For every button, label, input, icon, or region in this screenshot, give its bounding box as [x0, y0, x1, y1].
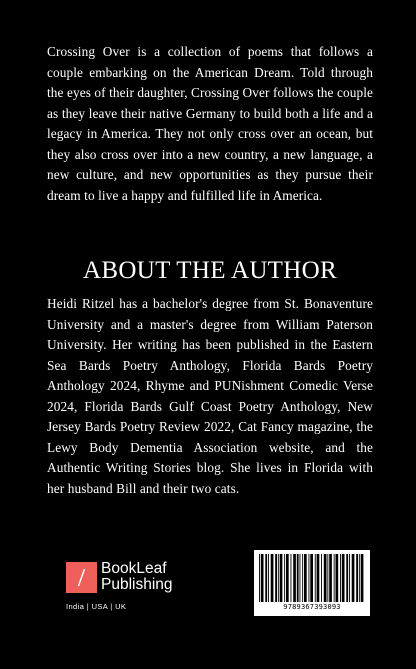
barcode-bar [329, 554, 332, 602]
book-blurb: Crossing Over is a collection of poems that follows a couple embarking on the American Dream. Told through the eyes of their daughter, Crossing Over follows the couple as they leave their native Germany to build both a life and a legacy in America. They not only cross over an ocean, but they also cross over into a new country, a new language, a new culture, and new opportunities as they pursue their dream to live a happy and fulfilled life in America. [47, 44, 373, 203]
barcode-bar [324, 554, 327, 602]
barcode-bar [265, 554, 267, 602]
barcode-bar [315, 554, 316, 602]
barcode-bar [327, 554, 328, 602]
publisher-name-line2: Publishing [101, 576, 173, 593]
barcode-bar [293, 554, 296, 602]
barcode-bar [261, 554, 264, 602]
author-bio: Heidi Ritzel has a bachelor's degree from St. Bonaventure University and a master's degree from William Paterson University. Her writing has been published in the Eastern Sea Bards Poetry Anthology, Florida Bards Poetry Anthology 2024, Rhyme and PUNishment Comedic Verse 2024, Florida Bards Gulf Coast Poetry Anthology, New Jersey Bards Poetry Review 2022, Cat Fancy magazine, the Lewy Body Dementia Association website, and the Authentic Writing Stories blog. She lives in Florida with her husband Bill and their two cats. [47, 296, 373, 496]
barcode-bar [271, 554, 274, 602]
barcode-bar [304, 554, 307, 602]
barcode-bar [291, 554, 292, 602]
barcode-bar [302, 554, 303, 602]
publisher-name [101, 561, 173, 593]
barcode-bar [300, 554, 301, 602]
barcode-bar [346, 554, 348, 602]
barcode-bar [275, 554, 277, 602]
barcode-bar [280, 554, 283, 602]
barcode-bar [342, 554, 345, 602]
barcode-bar [309, 554, 310, 602]
isbn-barcode [254, 550, 370, 616]
barcode-bar [268, 554, 269, 602]
isbn-number: 9789367393093 [283, 603, 341, 611]
barcode-bar [284, 554, 285, 602]
barcode-bar [349, 554, 350, 602]
publisher-logo [66, 562, 186, 614]
barcode-bar [278, 554, 279, 602]
about-author-heading: ABOUT THE AUTHOR [83, 257, 337, 284]
publisher-regions: India | USA | UK [66, 602, 127, 611]
barcode-bar [317, 554, 320, 602]
barcode-bar [310, 554, 313, 602]
barcode-bars [257, 554, 367, 602]
barcode-bar [359, 554, 360, 602]
publisher-name-line1: BookLeaf [101, 560, 167, 577]
barcode-bar [361, 554, 364, 602]
barcode-bar [334, 554, 335, 602]
barcode-bar [321, 554, 322, 602]
slash-icon [66, 562, 97, 593]
barcode-bar [340, 554, 341, 602]
barcode-bar [356, 554, 358, 602]
barcode-bar [259, 554, 260, 602]
barcode-bar [286, 554, 289, 602]
barcode-bar [336, 554, 339, 602]
barcode-bar [297, 554, 299, 602]
barcode-bar [352, 554, 355, 602]
